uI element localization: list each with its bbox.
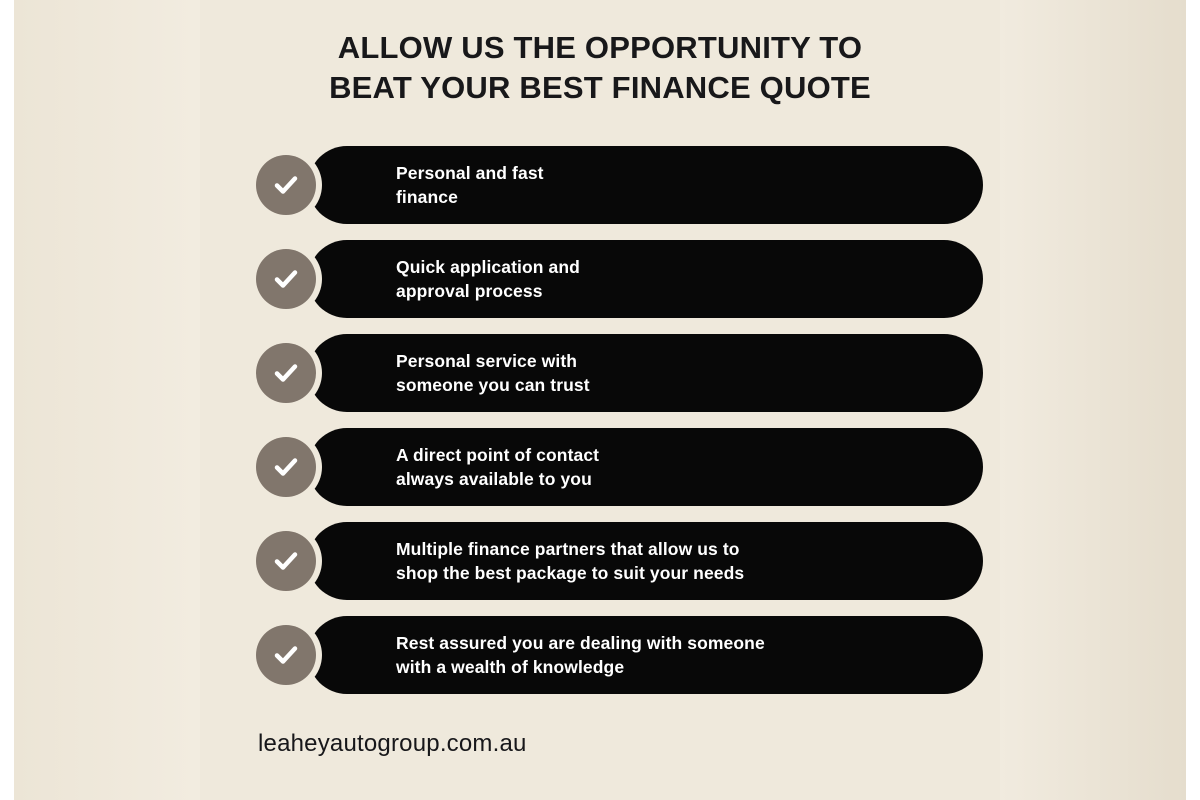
check-icon-wrap [250,525,322,597]
list-item [250,146,985,224]
headline-line-1: ALLOW US THE OPPORTUNITY TO [337,30,863,65]
benefit-text [308,349,614,397]
benefit-line-2: always available to you [396,469,592,489]
benefit-text [308,537,768,585]
benefit-pill [308,146,983,224]
check-icon [256,343,316,403]
benefit-pill [308,428,983,506]
benefit-line-2: approval process [396,281,543,301]
check-icon [256,249,316,309]
right-page-shade [1000,0,1186,800]
benefit-pill [308,616,983,694]
benefit-line-1: Multiple finance partners that allow us to [396,538,740,559]
check-icon-wrap [250,431,322,503]
benefit-line-2: finance [396,187,458,207]
list-item [250,334,985,412]
benefit-text [308,443,623,491]
benefit-pill [308,334,983,412]
left-page-shade [14,0,200,800]
benefit-line-1: Personal and fast [396,162,544,183]
check-icon-wrap [250,619,322,691]
main-panel [200,0,1000,800]
benefit-text [308,631,789,679]
benefit-line-2: shop the best package to suit your needs [396,563,745,583]
headline-line-2: BEAT YOUR BEST FINANCE QUOTE [329,70,871,106]
check-icon [256,437,316,497]
list-item [250,428,985,506]
benefit-line-1: Rest assured you are dealing with someone [396,632,765,653]
benefit-line-2: someone you can trust [396,375,590,395]
benefit-line-1: Personal service with [396,350,578,371]
check-icon [256,625,316,685]
benefit-line-2: with a wealth of knowledge [396,657,625,677]
page-title [200,28,1000,109]
right-white-edge [1186,0,1200,800]
check-icon-wrap [250,243,322,315]
benefit-line-1: A direct point of contact [396,444,600,465]
website-url[interactable]: leaheyautogroup.com.au [258,730,527,757]
left-white-edge [0,0,14,800]
benefit-text [308,161,568,209]
check-icon-wrap [250,149,322,221]
benefit-pill [308,240,983,318]
list-item [250,616,985,694]
list-item [250,240,985,318]
benefit-line-1: Quick application and [396,256,580,277]
benefit-text [308,255,604,303]
check-icon-wrap [250,337,322,409]
check-icon [256,531,316,591]
check-icon [256,155,316,215]
benefit-pill [308,522,983,600]
list-item [250,522,985,600]
benefits-list [250,146,985,710]
